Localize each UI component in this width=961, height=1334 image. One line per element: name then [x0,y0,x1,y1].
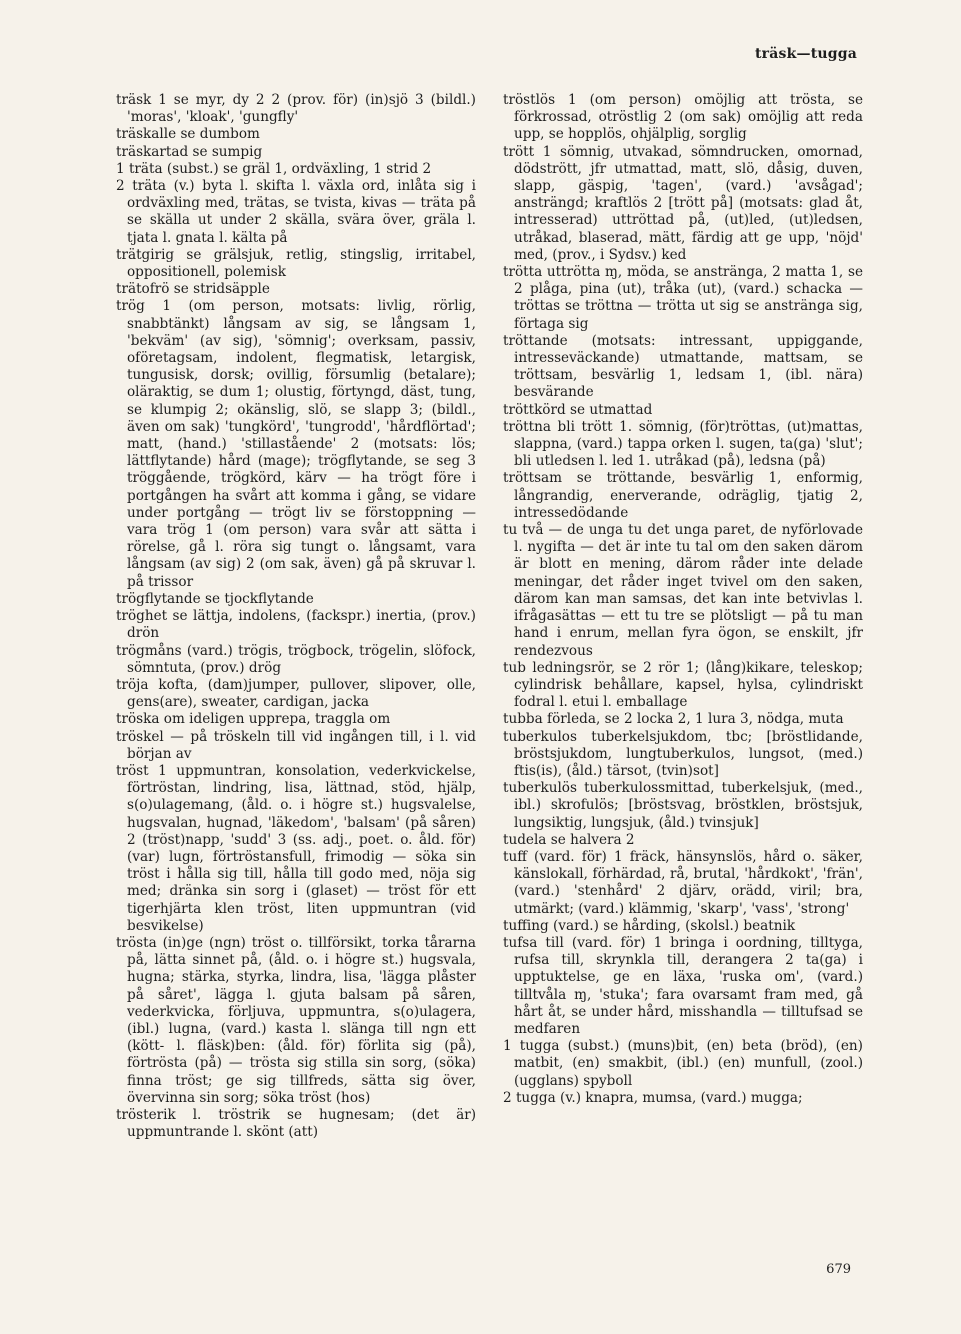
dictionary-entry: trött 1 sömnig, utvakad, sömndrucken, omornad, dödstrött, jfr utmattad, matt, slö, dåsig, duven, slapp, gäspig, 'tagen', (vard.) 'avsågad'; ansträngd; kraftlös 2 [trött på] (motsats: glad åt, intresserad) uttröttad på, (ut)led, (ut)ledsen, utråkad, blaserad, mätt, färdig att ge upp, 'nöjd' med, (prov., i Sydsv.) ked [503,143,863,263]
dictionary-entry: tu två — de unga tu det unga paret, de nyförlovade l. nygifta — det är inte tu tal om den saken därom är blott en mening, därom råder inte delade meningar, det råder inget tvivel om den saken, därom kan man samsas, det kan inte betvivlas l. ifrågasättas — ett tu tre se plötsligt — på tu man hand i enrum, mellan fyra ögon, se enskilt, jfr rendezvous [503,522,863,659]
page-number: 679 [826,1262,851,1277]
dictionary-entry: träskalle se dumbom [116,126,260,143]
dictionary-entry: tröghet se lättja, indolens, (fackspr.) inertia, (prov.) drön [116,608,476,642]
dictionary-entry: trögflytande se tjockflytande [116,590,314,607]
dictionary-entry: trög 1 (om person, motsats: livlig, rörlig, snabbtänkt) långsam av sig, se långsam 1, 'bekväm' (av sig), 'sömnig'; overksam, passiv, oföretagsam, indolent, flegmatisk, letargisk, tungusisk, dorsk; ovillig, försumlig (betalare); oläraktig, se dum 1; olustig, förtyngd, däst, tung, se klumpig 2; okänslig, slö, se slapp 3; (bildl., även om sak) 'tungkörd', 'tungrodd', 'hårdflörtad'; matt, (hand.) 'stillastående' 2 (motsats: lös; lättflytande) hård (mage); trögflytande, se seg 3 tröggående, trögkörd, kärv — ha trögt före i portgången ha svårt att komma i gång, se vidare under portgång — trögt liv se förstoppning — vara trög 1 (om person) vara svår att sätta i rörelse, gå l. röra sig tungt o. långsamt, vara långsam (av sig) 2 (om sak, även) gå på skruvar l. på trissor [116,298,476,590]
dictionary-entry: tröskel — på tröskeln till vid ingången till, i l. vid början av [116,728,476,762]
running-head: träsk—tugga [755,46,857,62]
dictionary-entry: 2 tugga (v.) knapra, mumsa, (vard.) mugga; [503,1089,803,1106]
dictionary-entry: 2 träta (v.) byta l. skifta l. växla ord, inlåta sig i ordväxling med, trätas, se tvista, kivas — träta på se skälla ut under 2 skälla, svära över, gräla l. tjata l. gnata l. kälta på [116,178,476,246]
dictionary-entry: tröttande (motsats: intressant, uppiggande, intresseväckande) utmattande, mattsam, se tröttsam, besvärlig 1, ledsam 1, (ibl. nära) besvärande [503,332,863,401]
dictionary-entry: tröska om ideligen upprepa, traggla om [116,711,391,728]
dictionary-entry: tröja kofta, (dam)jumper, pullover, slipover, olle, gens(are), sweater, cardigan, jacka [116,676,476,711]
dictionary-entry: trögmåns (vard.) trögis, trögbock, trögelin, slöfock, sömntuta, (prov.) drög [116,642,476,676]
dictionary-entry: tufsa till (vard. för) 1 bringa i oordning, tilltyga, rufsa till, skrynkla till, derangera 2 ta(ga) i upptuktelse, ge en läxa, 'ruska om', (vard.) tilltvåla ɱ, 'stuka'; fara ovarsamt fram med, gå hårt åt, se under hård, misshandla — tilltufsad se medfaren [503,934,863,1037]
dictionary-entry: tuberkulos tuberkelsjukdom, tbc; [bröstlidande, bröstsjukdom, lungtuberkulos, lungsot, (med.) ftis(is), (åld.) tärsot, (tvin)sot] [503,728,863,779]
dictionary-entry: tuberkulös tuberkulossmittad, tuberkelsjuk, (med., ibl.) skrofulös; [bröstsvag, bröstklen, bröstsjuk, lungsiktig, lungsjuk, (åld.) tvinsjuk] [503,780,863,831]
dictionary-entry: trätgirig se grälsjuk, retlig, stingslig, irritabel, oppositionell, polemisk [116,246,476,281]
dictionary-entry: tuff (vard. för) 1 fräck, hänsynslös, hård o. säker, känslokall, förhärdad, rå, brutal, 'hårdkokt', 'frän', (vard.) 'stenhård' 2 djärv, orädd, viril; bra, utmärkt; (vard.) klämmig, 'skarp', 'vass', 'strong' [503,848,863,917]
dictionary-entry: tub ledningsrör, se 2 rör 1; (lång)kikare, teleskop; cylindrisk behållare, kapsel, hylsa, cylindriskt fodral l. etui l. emballage [503,659,863,711]
dictionary-entry: 1 tugga (subst.) (muns)bit, (en) beta (bröd), (en) matbit, (en) smakbit, (ibl.) (en) munfull, (zool.) (ugglans) spyboll [503,1038,863,1089]
dictionary-entry: tröttsam se tröttande, besvärlig 1, enformig, långrandig, enerverande, odräglig, tjatig 2, intressedödande [503,470,863,521]
dictionary-entry: tubba förleda, se 2 locka 2, 1 lura 3, nödga, muta [503,711,844,728]
dictionary-entry: träskartad se sumpig [116,143,263,160]
dictionary-entry: trätofrö se stridsäpple [116,281,270,298]
dictionary-entry: tröstlös 1 (om person) omöjlig att trösta, se förkrossad, otröstlig 2 (om sak) omöjlig att reda upp, se hopplös, ohjälplig, sorglig [503,92,863,143]
dictionary-entry: trösta (in)ge (ngn) tröst o. tillförsikt, torka tårarna på, lätta sinnet på, (åld. o. i högre st.) hugsvala, hugna; stärka, styrka, lindra, lisa, 'lägga plåster på såret', lägga l. gjuta balsam på såren, vederkvicka, förljuva, uppmuntra, s(o)ulagera, (ibl.) lugna, (vard.) kasta l. slänga till ngn ett (kött- l. fläsk)ben: (åld. för) förlita sig (på), förtrösta (på) — trösta sig stilla sin sorg, (söka) finna tröst; ge sig tillfreds, sätta sig över, övervinna sin sorg; söka tröst (hos) [116,934,476,1106]
right-column [503,92,863,1107]
dictionary-entry: träsk 1 se myr, dy 2 2 (prov. för) (in)sjö 3 (bildl.) 'moras', 'kloak', 'gungfly' [116,92,476,126]
dictionary-entry: trösterik l. tröstrik se hugnesam; (det är) uppmuntrande l. skönt (att) [116,1106,476,1141]
dictionary-entry: tröttna bli trött 1. sömnig, (för)tröttas, (ut)mattas, slappna, (vard.) tappa orken l. sugen, ta(ga) 'slut'; bli utledsen l. led 1. utråkad (på), ledsna (på) [503,418,863,470]
dictionary-entry: trötta uttrötta ɱ, möda, se anstränga, 2 matta 1, se 2 plåga, pina (ut), tråka (ut), (vard.) schacka — tröttas se tröttna — trötta ut sig se anstränga sig, förtaga sig [503,264,863,332]
dictionary-entry: tuffing (vard.) se hårding, (skolsl.) beatnik [503,917,796,934]
dictionary-entry: tudela se halvera 2 [503,831,635,848]
dictionary-entry: tröttkörd se utmattad [503,401,653,418]
dictionary-entry: 1 träta (subst.) se gräl 1, ordväxling, 1 strid 2 [116,160,432,177]
left-column [116,92,476,1141]
dictionary-entry: tröst 1 uppmuntran, konsolation, vederkvickelse, förtröstan, lindring, lisa, lättnad, stöd, hjälp, s(o)ulagemang, (åld. o. i högre st.) hugsvalelse, hugsvalan, hugnad, 'läkedom', 'balsam' (på såren) 2 (tröst)napp, 'sudd' 3 (ss. adj., poet. o. åld. för) (var) lugn, förtröstansfull, frimodig — söka sin tröst i hålla sig till, hålla till godo med, nöja sig med; dränka sin sorg i (glaset) — tröst för ett tigerhjärta klen tröst, liten uppmuntran (vid besvikelse) [116,762,476,934]
